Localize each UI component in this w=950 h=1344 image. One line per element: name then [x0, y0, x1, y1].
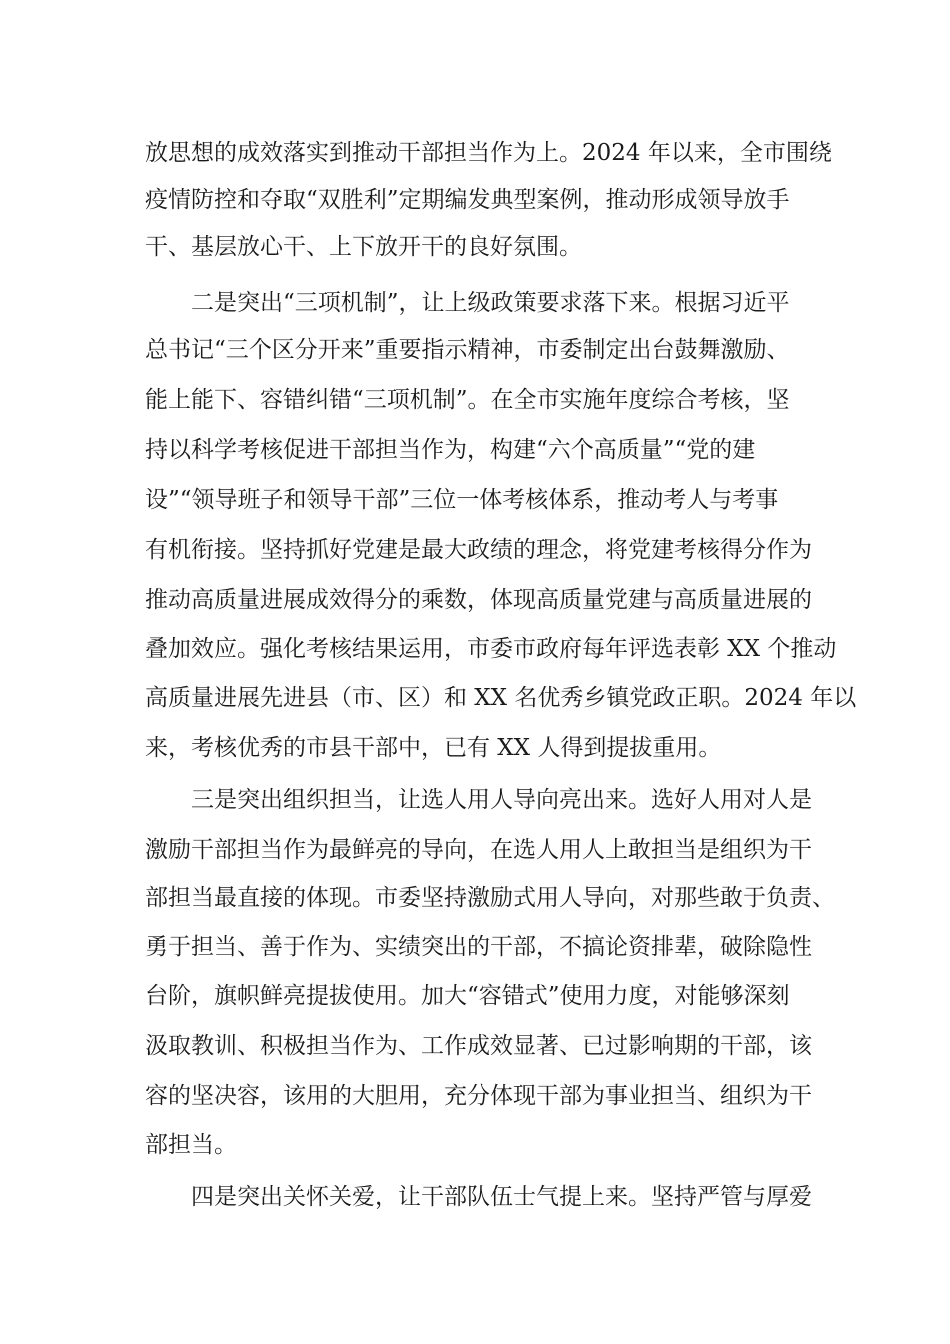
- text-line: 叠加效应。强化考核结果运用，市委市政府每年评选表彰 XX 个推动: [145, 636, 837, 662]
- text-line: 部担当。: [145, 1132, 237, 1158]
- text-line: 容的坚决容，该用的大胆用，充分体现干部为事业担当、组织为干: [145, 1083, 812, 1109]
- text-line: 高质量进展先进县（市、区）和 XX 名优秀乡镇党政正职。2024 年以: [145, 685, 857, 711]
- paragraph-start-line: 二是突出“三项机制”，让上级政策要求落下来。根据习近平: [191, 290, 790, 316]
- paragraph-start-line: 四是突出关怀关爱，让干部队伍士气提上来。坚持严管与厚爱: [191, 1184, 812, 1210]
- text-line: 能上能下、容错纠错“三项机制”。在全市实施年度综合考核，坚: [145, 387, 790, 413]
- text-line: 有机衔接。坚持抓好党建是最大政绩的理念，将党建考核得分作为: [145, 537, 812, 563]
- text-line: 汲取教训、积极担当作为、工作成效显著、已过影响期的干部，该: [145, 1033, 812, 1059]
- text-line: 部担当最直接的体现。市委坚持激励式用人导向，对那些敢于负责、: [145, 885, 835, 911]
- text-line: 台阶，旗帜鲜亮提拔使用。加大“容错式”使用力度，对能够深刻: [145, 983, 790, 1009]
- text-line: 放思想的成效落实到推动干部担当作为上。2024 年以来，全市围绕: [145, 140, 832, 166]
- text-line: 来，考核优秀的市县干部中，已有 XX 人得到提拔重用。: [145, 735, 722, 761]
- text-line: 干、基层放心干、上下放开干的良好氛围。: [145, 234, 582, 260]
- text-line: 总书记“三个区分开来”重要指示精神，市委制定出台鼓舞激励、: [145, 337, 790, 363]
- text-line: 疫情防控和夺取“双胜利”定期编发典型案例，推动形成领导放手: [145, 187, 790, 213]
- text-line: 设”“领导班子和领导干部”三位一体考核体系，推动考人与考事: [145, 487, 779, 513]
- text-line: 推动高质量进展成效得分的乘数，体现高质量党建与高质量进展的: [145, 587, 812, 613]
- text-line: 持以科学考核促进干部担当作为，构建“六个高质量”“党的建: [145, 437, 756, 463]
- text-line: 激励干部担当作为最鲜亮的导向，在选人用人上敢担当是组织为干: [145, 837, 812, 863]
- paragraph-start-line: 三是突出组织担当，让选人用人导向亮出来。选好人用对人是: [191, 787, 812, 813]
- text-line: 勇于担当、善于作为、实绩突出的干部，不搞论资排辈，破除隐性: [145, 934, 812, 960]
